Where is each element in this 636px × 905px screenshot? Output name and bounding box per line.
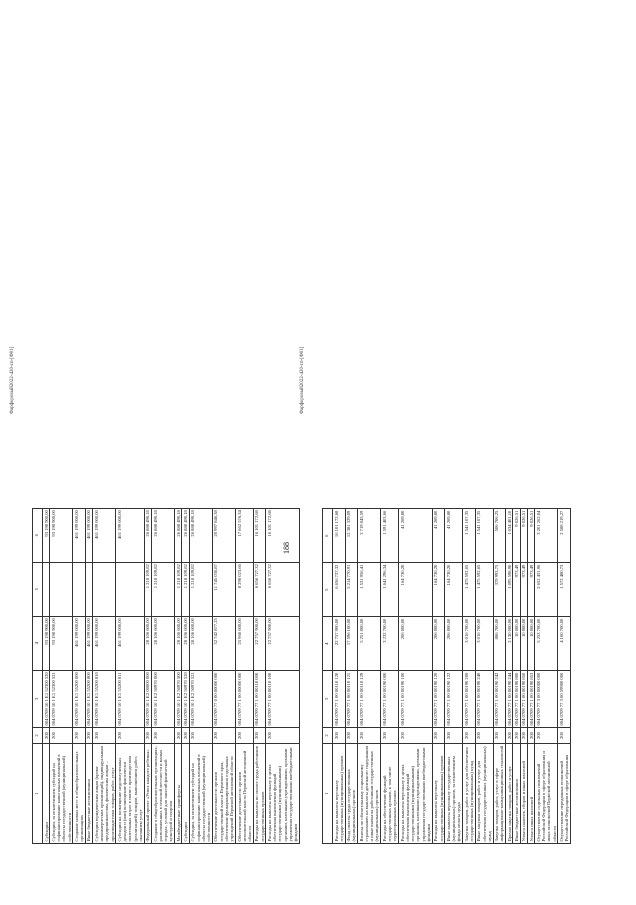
row-label: Межбюджетные трансферты <box>175 744 182 844</box>
row-value-plan: 22 757 900,00 <box>266 616 300 670</box>
table-row <box>493 509 506 844</box>
row-label: Создание новых мест в общеобразовательных организациях <box>73 744 86 844</box>
row-code-admin: 200 <box>506 728 513 744</box>
row-value-rest: 1 034 401,10 <box>506 509 513 563</box>
row-value-plan: 28 106 600,00 <box>152 616 175 670</box>
table-row <box>266 508 300 843</box>
row-value-rest: 461 199 000,00 <box>116 508 144 562</box>
row-code-admin: 200 <box>182 728 189 744</box>
row-code-admin: 200 <box>528 728 535 744</box>
row-value-plan: 4 160 700,00 <box>558 617 571 671</box>
row-value-rest: 26 888 490,18 <box>189 508 212 562</box>
row-code-class: 004 0709 10 1 E1 55200 800 <box>86 672 92 726</box>
footer-stamp: Фарфоровый2022-420-сп-[Ф01] <box>10 346 15 414</box>
row-value-plan: 10 000,00 <box>528 617 535 671</box>
row-code-admin: 200 <box>333 728 346 744</box>
row-value-plan: 461 199 000,00 <box>73 616 86 670</box>
row-code-class: 004 0709 77 1 00 00190 240 <box>475 671 493 728</box>
row-code-admin: 200 <box>152 728 175 744</box>
row-value-rest: 16 101 172,68 <box>253 508 266 562</box>
row-value-rest: 16 101 172,68 <box>333 509 346 563</box>
table-row <box>212 508 235 843</box>
row-code-admin: 200 <box>520 728 527 744</box>
row-code-admin: 200 <box>475 728 493 744</box>
row-value-rest: 1 541 107,35 <box>463 509 476 563</box>
row-label: Закупка товаров, работ и услуг для обеспечения государственных (муниципальных) нужд <box>463 744 476 844</box>
row-code-class: 004 0709 77 1 00 00190 800 <box>513 672 519 726</box>
row-value-exec: 1 218 109,82 <box>144 562 151 616</box>
table-row <box>189 508 212 843</box>
row-value-exec: 1 218 109,82 <box>175 562 182 616</box>
row-value-plan: 22 757 900,00 <box>253 616 266 670</box>
col-header: 2 <box>33 728 43 744</box>
row-value-plan: 5 253 700,00 <box>535 617 558 671</box>
row-value-exec: 6 656 727,32 <box>253 562 266 616</box>
col-header: 3 <box>33 670 43 727</box>
row-value-exec: 5 214 770,91 <box>345 563 358 617</box>
row-code-class: 004 0709 77 1 00 00110 129 <box>358 671 381 728</box>
row-label: Обеспечение деятельности органов государственной власти Пермского края, обеспечение функционирования отдельных учреждений Пермской автономной области <box>212 744 235 844</box>
row-code-class: 004 0709 77 1 00 00190 120 <box>432 671 445 728</box>
table-row <box>152 508 175 843</box>
row-code-class: 004 0709 77 1 00 00110 121 <box>345 671 358 728</box>
row-value-exec: 1 218 109,82 <box>152 562 175 616</box>
table-row <box>513 509 520 844</box>
row-code-class: 004 0709 77 1 00 00190 850 <box>521 672 527 726</box>
row-label: Осуществление отдельных полномочий Российской Федерации в сфере образования и иных полномочий Пермской автономной области <box>535 744 558 844</box>
page-number: 188 <box>282 542 291 554</box>
table-row <box>253 508 266 843</box>
row-code-class: 004 0709 77 1 00 00190 000 <box>381 671 399 728</box>
row-label: Субсидии на возмещение недополученных доходов и (или) возмещение фактически понесенных затрат в связи с производством (реализацией) товаров, выполнением работ, оказанием услуг <box>116 744 144 844</box>
col-header: 1 <box>33 744 43 844</box>
row-value-exec: 1 218 109,82 <box>189 562 212 616</box>
row-value-plan: 10 000,00 <box>520 617 527 671</box>
row-value-exec: 164 730,20 <box>399 563 433 617</box>
table-row <box>333 509 346 844</box>
row-value-exec: 164 730,20 <box>432 563 445 617</box>
row-code-admin: 200 <box>189 728 212 744</box>
row-label: Федеральный проект «Успех каждого ребенка» <box>144 744 151 844</box>
row-value-exec: 1 218 109,82 <box>182 562 189 616</box>
row-code-class: 004 0709 10 1 E2 50970 520 <box>182 672 188 726</box>
row-value-exec: 379 993,75 <box>493 563 506 617</box>
row-code-admin: 200 <box>253 728 266 744</box>
row-value-exec <box>73 562 86 616</box>
row-code-class: 004 0709 77 1 00 00190 122 <box>445 671 463 728</box>
row-code-admin: 200 <box>144 728 151 744</box>
row-value-rest: 93 198 900,00 <box>43 508 50 562</box>
table-row <box>50 508 73 843</box>
table-body <box>333 509 571 844</box>
row-value-plan: 206 000,00 <box>432 617 445 671</box>
row-code-admin: 200 <box>93 728 116 744</box>
row-code-admin: 200 <box>432 728 445 744</box>
row-value-exec: 1 531 956,41 <box>358 563 381 617</box>
row-value-rest: 41 269,80 <box>432 509 445 563</box>
row-value-exec: 973,49 <box>513 563 520 617</box>
row-code-admin: 200 <box>116 728 144 744</box>
row-label: Расходы на выплаты персоналу в целях обеспечения выполнения функций государственными (муниципальными) органами, казенными учреждениями, органами управления государственными внебюджетными фондами <box>399 744 433 844</box>
row-value-rest: 9 026,51 <box>513 509 520 563</box>
table-row <box>116 508 144 843</box>
footer-stamp: Фарфоровый2022-420-сп-[Ф01] <box>300 346 305 414</box>
table-row <box>236 508 254 843</box>
row-label: Обеспечение деятельности органов исполнительной власти Пермской автономной области <box>236 744 254 844</box>
row-label: Расходы на обеспечение функций государственных органов, в том числе территориальных органов <box>381 744 399 844</box>
row-code-class: 004 0709 77 0 00 00000 000 <box>212 670 235 727</box>
row-code-admin: 200 <box>212 728 235 744</box>
row-value-plan: 93 198 900,00 <box>43 616 50 670</box>
row-label: Расходы на выплаты персоналу государственных (муниципальных) органов <box>432 744 445 844</box>
row-code-admin: 200 <box>493 728 506 744</box>
row-value-exec: 6 656 727,32 <box>333 563 346 617</box>
row-value-rest: 41 269,80 <box>445 509 463 563</box>
row-value-exec: 11 745 030,87 <box>212 562 235 616</box>
row-code-admin: 200 <box>43 728 50 744</box>
row-value-plan: 5 251 800,00 <box>358 617 381 671</box>
table-row <box>506 509 513 844</box>
row-value-plan: 17 596 100,00 <box>345 617 358 671</box>
row-label: Иные выплаты персоналу государственных (муниципальных) органов, за исключением фонда оплаты труда <box>445 744 463 844</box>
row-value-exec: 1 475 592,65 <box>463 563 476 617</box>
row-value-plan: 3 232 700,00 <box>381 617 399 671</box>
table-row <box>399 509 433 844</box>
row-label: Создание в общеобразовательных организациях, расположенных в сельской местности и малых городах, условий для занятий физической культурой и спортом <box>152 744 175 844</box>
row-code-class: 004 0709 77 1 00 00190 100 <box>399 671 433 728</box>
row-value-plan: 32 742 877,25 <box>212 616 235 670</box>
table-row <box>520 509 527 844</box>
row-code-class: 004 0709 10 1 E2 50970 000 <box>152 670 175 727</box>
row-value-rest: 93 198 900,00 <box>50 508 73 562</box>
table-body <box>43 508 300 843</box>
row-value-rest: 3 719 843,59 <box>358 509 381 563</box>
row-label: Субсидии <box>43 744 50 844</box>
row-code-class: 004 0709 10 1 E1 52300 521 <box>50 670 73 727</box>
budget-table <box>322 508 571 844</box>
row-code-class: 004 0709 10 1 E2 00000 000 <box>145 672 151 726</box>
row-value-plan: 461 199 000,00 <box>93 616 116 670</box>
table-row <box>85 508 92 843</box>
row-value-exec: 1 641 296,34 <box>381 563 399 617</box>
row-label: Осуществление переданных полномочий Российской Федерации в сфере образования <box>558 744 571 844</box>
row-code-admin: 200 <box>266 728 300 744</box>
row-value-plan: 461 199 000,00 <box>85 616 92 670</box>
row-code-admin: 200 <box>175 728 182 744</box>
table-row <box>73 508 86 843</box>
row-code-admin: 200 <box>513 728 520 744</box>
row-label: Фонд оплаты труда государственных (муниципальных) органов <box>345 744 358 844</box>
table-row <box>93 508 116 843</box>
row-code-class: 004 0709 77 1 00 00110 000 <box>253 670 266 727</box>
row-value-plan: 28 106 600,00 <box>144 616 151 670</box>
row-value-exec: 1 475 592,65 <box>475 563 493 617</box>
row-value-rest: 506 706,25 <box>493 509 506 563</box>
table-row <box>345 509 358 844</box>
row-value-rest: 9 026,51 <box>528 509 535 563</box>
row-value-exec <box>50 562 73 616</box>
table-row <box>528 509 535 844</box>
row-value-exec: 6 656 727,32 <box>266 562 300 616</box>
row-value-exec: 1 572 480,73 <box>558 563 571 617</box>
table-row <box>144 508 151 843</box>
row-value-plan: 28 106 600,00 <box>189 616 212 670</box>
row-value-plan: 22 757 900,00 <box>333 617 346 671</box>
row-code-class: 004 0709 77 1 00 00110 120 <box>333 671 346 728</box>
row-value-rest: 26 888 490,18 <box>175 508 182 562</box>
table-row <box>475 509 493 844</box>
table-row <box>432 509 445 844</box>
row-value-rest: 461 199 000,00 <box>85 508 92 562</box>
row-value-plan: 2 130 000,00 <box>506 617 513 671</box>
row-value-rest: 26 888 490,18 <box>152 508 175 562</box>
row-code-class: 004 0709 77 1 00 00190 242 <box>493 671 506 728</box>
row-code-class: 004 0709 10 1 E1 55200 810 <box>93 670 116 727</box>
row-label: Расходы на выплаты по оплате труда работников государственных органов <box>253 744 266 844</box>
row-code-class: 004 0709 77 1 00 00190 244 <box>506 672 512 726</box>
row-value-exec <box>43 562 50 616</box>
row-value-plan: 28 106 600,00 <box>175 616 182 670</box>
row-value-rest: 1 541 107,35 <box>475 509 493 563</box>
row-code-admin: 200 <box>399 728 433 744</box>
row-label: Субсидии <box>182 744 189 844</box>
right-page <box>282 346 636 844</box>
row-value-plan: 206 000,00 <box>399 617 433 671</box>
row-code-class: 004 0709 77 3 00 00000 000 <box>535 671 558 728</box>
row-value-plan: 3 016 700,00 <box>463 617 476 671</box>
row-value-plan: 886 700,00 <box>493 617 506 671</box>
row-code-admin: 200 <box>535 728 558 744</box>
row-value-exec: 164 730,20 <box>445 563 463 617</box>
row-code-class: 004 0709 77 1 00 00000 000 <box>236 670 254 727</box>
row-code-admin: 200 <box>85 728 92 744</box>
row-value-plan: 28 106 600,00 <box>182 616 189 670</box>
row-label: Субсидии, за исключением субсидий на софинансирование капитальных вложений в объекты государственной (муниципальной) собственности <box>50 744 73 844</box>
row-value-rest: 16 101 172,68 <box>266 508 300 562</box>
row-label: Иные бюджетные ассигнования <box>85 744 92 844</box>
table-row <box>535 509 558 844</box>
row-value-rest: 461 199 000,00 <box>73 508 86 562</box>
row-label: Субсидии, за исключением субсидий на софинансирование капитальных вложений в объекты государственной (муниципальной) собственности <box>189 744 212 844</box>
row-value-exec: 973,49 <box>528 563 535 617</box>
table-row <box>463 509 476 844</box>
row-code-class: 004 0709 10 1 E1 52300 520 <box>43 672 49 726</box>
row-code-class: 004 0709 10 1 E1 55200 811 <box>116 670 144 727</box>
table-row <box>558 509 571 844</box>
table-header-row <box>323 509 333 844</box>
col-header: 6 <box>323 509 333 563</box>
row-value-rest: 17 662 576,34 <box>236 508 254 562</box>
row-code-admin: 200 <box>463 728 476 744</box>
col-header: 4 <box>323 617 333 671</box>
row-value-plan: 3 016 700,00 <box>475 617 493 671</box>
row-value-rest: 26 888 490,18 <box>182 508 189 562</box>
row-code-admin: 200 <box>558 728 571 744</box>
row-value-plan: 10 000,00 <box>513 617 520 671</box>
row-value-rest: 20 997 846,38 <box>212 508 235 562</box>
row-code-class: 004 0709 10 1 E2 50970 500 <box>175 672 181 726</box>
budget-table <box>32 508 300 844</box>
row-label: Расходы на выплаты персоналу государственных (муниципальных) органов <box>333 744 346 844</box>
row-value-plan: 461 199 000,00 <box>116 616 144 670</box>
row-value-exec: 8 298 023,66 <box>236 562 254 616</box>
row-value-exec: 2 652 431,96 <box>535 563 558 617</box>
row-label: Уплата налогов, сборов и иных платежей <box>520 744 527 844</box>
table-header-row <box>33 508 43 843</box>
row-value-rest: 3 201 262,04 <box>535 509 558 563</box>
row-value-rest: 12 381 329,09 <box>345 509 358 563</box>
row-value-plan: 25 960 600,00 <box>236 616 254 670</box>
row-label: Прочая закупка товаров, работ и услуг <box>506 744 513 844</box>
row-value-rest: 2 588 219,27 <box>558 509 571 563</box>
row-code-admin: 200 <box>345 728 358 744</box>
row-label: Закупка товаров, работ, услуг в сфере информационно-коммуникационных технологий <box>493 744 506 844</box>
table-row <box>182 508 189 843</box>
table-row <box>175 508 182 843</box>
page-number <box>0 542 1 554</box>
row-value-rest: 1 591 403,66 <box>381 509 399 563</box>
row-value-exec: 1 095 598,90 <box>506 563 513 617</box>
table-row <box>445 509 463 844</box>
col-header: 5 <box>33 562 43 616</box>
row-value-exec <box>93 562 116 616</box>
row-code-admin: 200 <box>50 728 73 744</box>
row-code-admin: 200 <box>236 728 254 744</box>
table-row <box>381 509 399 844</box>
row-code-class: 004 0709 77 3 00 59900 000 <box>558 671 571 728</box>
row-value-exec: 973,49 <box>520 563 527 617</box>
row-code-class: 004 0709 77 1 00 00110 100 <box>266 670 300 727</box>
row-code-admin: 200 <box>73 728 86 744</box>
col-header: 4 <box>33 616 43 670</box>
row-code-class: 004 0709 77 1 00 00190 200 <box>463 671 476 728</box>
row-label: Субсидии юридическим лицам (кроме некоммерческих организаций), индивидуальным предпринимателям, физическим лицам – производителям товаров, работ, услуг <box>93 744 116 844</box>
col-header: 5 <box>323 563 333 617</box>
row-value-plan: 206 000,00 <box>445 617 463 671</box>
row-label: Иные закупки товаров, работ и услуг для обеспечения государственных (муниципальных) нужд <box>475 744 493 844</box>
row-code-admin: 200 <box>445 728 463 744</box>
row-code-class: 004 0709 10 1 E1 55200 000 <box>73 670 86 727</box>
row-value-rest: 26 888 490,18 <box>144 508 151 562</box>
row-value-exec <box>116 562 144 616</box>
table-row <box>43 508 50 843</box>
table-row <box>358 509 381 844</box>
row-value-exec <box>85 562 92 616</box>
row-label: Иные бюджетные ассигнования <box>513 744 520 844</box>
row-value-rest: 9 026,51 <box>520 509 527 563</box>
row-value-plan: 93 198 900,00 <box>50 616 73 670</box>
row-label: Уплата иных платежей <box>528 744 535 844</box>
row-code-class: 004 0709 10 1 E2 50970 521 <box>189 670 212 727</box>
col-header: 3 <box>323 671 333 728</box>
row-value-rest: 461 199 000,00 <box>93 508 116 562</box>
row-code-admin: 200 <box>358 728 381 744</box>
row-label: Взносы по обязательному социальному страхованию на выплаты денежного содержания и иные выплаты работникам государственных (муниципальных) органов <box>358 744 381 844</box>
row-label: Расходы на выплаты персоналу в целях обеспечения выполнения функций государственными (муниципальными) органами, казенными учреждениями, органами управления государственными внебюджетными фондами <box>266 744 300 844</box>
row-code-class: 004 0709 77 1 00 00190 853 <box>528 672 534 726</box>
col-header: 2 <box>323 728 333 744</box>
col-header: 1 <box>323 744 333 844</box>
row-code-admin: 200 <box>381 728 399 744</box>
row-value-rest: 41 269,80 <box>399 509 433 563</box>
col-header: 6 <box>33 508 43 562</box>
